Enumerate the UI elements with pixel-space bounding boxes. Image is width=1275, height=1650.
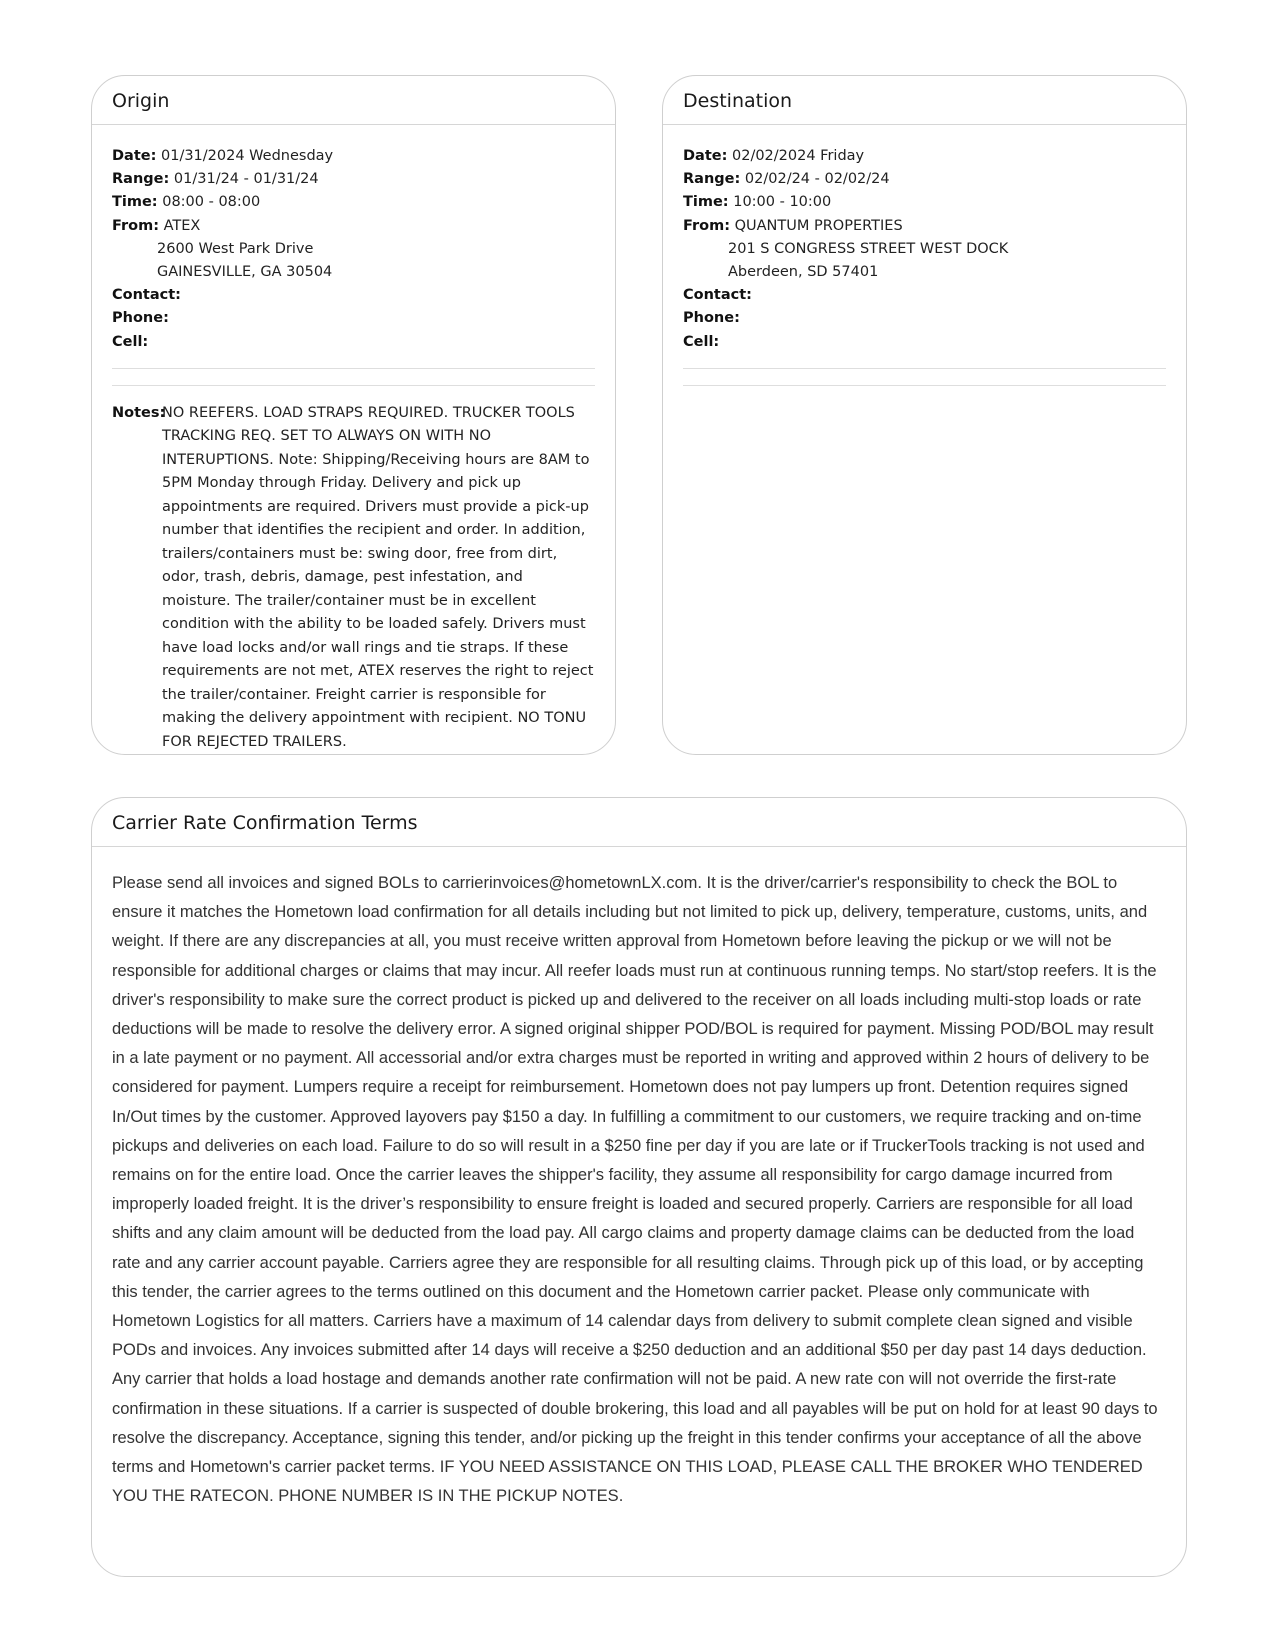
destination-divider-1	[683, 368, 1166, 369]
origin-time: Time: 08:00 - 08:00	[112, 194, 261, 211]
origin-details	[92, 125, 615, 754]
destination-range: Range: 02/02/24 - 02/02/24	[683, 171, 890, 188]
destination-from: From: QUANTUM PROPERTIES	[683, 217, 903, 234]
destination-address-line1: 201 S CONGRESS STREET WEST DOCK	[728, 240, 1009, 257]
origin-range: Range: 01/31/24 - 01/31/24	[112, 171, 319, 188]
origin-divider-1	[112, 368, 595, 369]
destination-details	[663, 125, 1186, 386]
destination-card	[662, 75, 1187, 755]
destination-time: Time: 10:00 - 10:00	[683, 194, 832, 211]
destination-contact: Contact:	[683, 287, 752, 304]
destination-phone: Phone:	[683, 310, 740, 327]
origin-contact: Contact:	[112, 287, 181, 304]
origin-cell: Cell:	[112, 333, 149, 350]
origin-date: Date: 01/31/2024 Wednesday	[112, 148, 334, 164]
origin-from: From: ATEX	[112, 217, 201, 234]
terms-card	[91, 797, 1187, 1577]
destination-date: Date: 02/02/2024 Friday	[683, 148, 865, 164]
origin-notes-label: Notes:	[112, 404, 166, 421]
origin-address-line2: GAINESVILLE, GA 30504	[157, 264, 333, 281]
origin-notes	[112, 402, 595, 755]
origin-card	[91, 75, 616, 755]
origin-title: Origin	[92, 76, 615, 125]
origin-divider-2	[112, 385, 595, 386]
origin-notes-text: NO REEFERS. LOAD STRAPS REQUIRED. TRUCKER TOOLS TRACKING REQ. SET TO ALWAYS ON WITH NO INTERUPTIONS. Note: Shipping/Receiving hours are 8AM to 5PM Monday through Friday. Delivery and pick up appointments are required. Drivers must provide a pick-up number that identifies the recipient and order. In addition, trailers/containers must be: swing door, free from dirt, odor, trash, debris, damage, pest infestation, and moisture. The trailer/container must be in excellent condition with the ability to be loaded safely. Drivers must have load locks and/or wall rings and tie straps. If these requirements are not met, ATEX reserves the right to reject the trailer/container. Freight carrier is responsible for making the delivery appointment with recipient. NO TONU FOR REJECTED TRAILERS.	[162, 404, 594, 750]
terms-text: Please send all invoices and signed BOLs to carrierinvoices@hometownLX.com. It is the driver/carrier's responsibility to check the BOL to ensure it matches the Hometown load confirmation for all details including but not limited to pick up, delivery, temperature, customs, units, and weight. If there are any discrepancies at all, you must receive written approval from Hometown before leaving the pickup or we will not be responsible for additional charges or claims that may incur. All reefer loads must run at continuous running temps. No start/stop reefers. It is the driver's responsibility to make sure the correct product is picked up and delivered to the receiver on all loads including multi-stop loads or rate deductions will be made to resolve the delivery error. A signed original shipper POD/BOL is required for payment. Missing POD/BOL may result in a late payment or no payment. All accessorial and/or extra charges must be reported in writing and approved within 2 hours of delivery to be considered for payment. Lumpers require a receipt for reimbursement. Hometown does not pay lumpers up front. Detention requires signed In/Out times by the customer. Approved layovers pay $150 a day. In fulfilling a commitment to our customers, we require tracking and on-time pickups and deliveries on each load. Failure to do so will result in a $250 fine per day if you are late or if TruckerTools tracking is not used and remains on for the entire load. Once the carrier leaves the shipper's facility, they assume all responsibility for cargo damage incurred from improperly loaded freight. It is the driver’s responsibility to ensure freight is loaded and secured properly. Carriers are responsible for all load shifts and any claim amount will be deducted from the load pay. All cargo claims and property damage claims can be deducted from the load rate and any carrier account payable. Carriers agree they are responsible for all resulting claims. Through pick up of this load, or by accepting this tender, the carrier agrees to the terms outlined on this document and the Hometown carrier packet. Please only communicate with Hometown Logistics for all matters. Carriers have a maximum of 14 calendar days from delivery to submit complete clean signed and visible PODs and invoices. Any invoices submitted after 14 days will receive a $250 deduction and an additional $50 per day past 14 days deduction. Any carrier that holds a load hostage and demands another rate confirmation will not be paid. A new rate con will not override the first-rate confirmation in these situations. If a carrier is suspected of double brokering, this load and all payables will be put on hold for at least 90 days to resolve the discrepancy. Acceptance, signing this tender, and/or picking up the freight in this tender confirms your acceptance of all the above terms and Hometown's carrier packet terms. IF YOU NEED ASSISTANCE ON THIS LOAD, PLEASE CALL THE BROKER WHO TENDERED YOU THE RATECON. PHONE NUMBER IS IN THE PICKUP NOTES.	[112, 874, 1158, 1506]
origin-phone: Phone:	[112, 310, 169, 327]
destination-divider-2	[683, 385, 1166, 386]
destination-title: Destination	[663, 76, 1186, 125]
destination-address-line2: Aberdeen, SD 57401	[728, 264, 879, 281]
destination-cell: Cell:	[683, 333, 720, 350]
origin-address-line1: 2600 West Park Drive	[157, 240, 314, 257]
terms-title: Carrier Rate Confirmation Terms	[92, 798, 1186, 847]
